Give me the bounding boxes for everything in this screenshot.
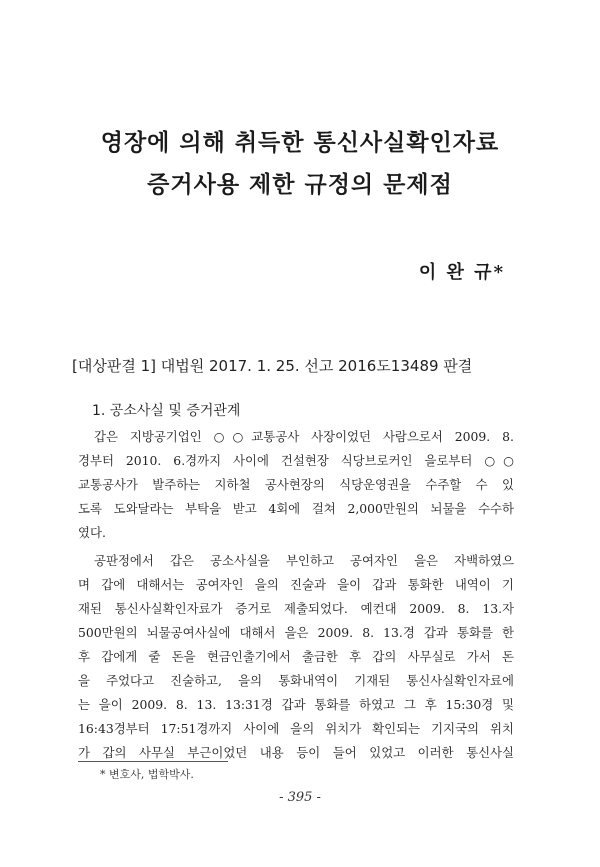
- paragraph-2-line: 16:43경부터 17:51경까지 사이에 을의 위치가 확인되는 기지국의 위치: [78, 721, 514, 736]
- page-number: - 395 -: [279, 790, 321, 805]
- paragraph-2-line: 500만원의 뇌물공여사실에 대해서 을은 2009. 8. 13.경 갑과 통화를 한: [78, 625, 514, 640]
- case-heading: [대상판결 1] 대법원 2017. 1. 25. 선고 2016도13489 판결: [72, 357, 473, 375]
- paragraph-2-line: 는 을이 2009. 8. 13. 13:31경 갑과 통화를 하였고 그 후 15:30경 및: [78, 697, 514, 712]
- paragraph-2-line: 재된 통신사실확인자료가 증거로 제출되었다. 예컨대 2009. 8. 13.자: [78, 601, 514, 616]
- paragraph-1-line: 도록 도와달라는 부탁을 받고 4회에 걸쳐 2,000만원의 뇌물을 수수하: [78, 501, 514, 516]
- paragraph-2-line: 을 주었다고 진술하고, 을의 통화내역이 기재된 통신사실확인자료에: [78, 673, 514, 688]
- paragraph-1-line: 갑은 지방공기업인 ○○교통공사 사장이었던 사람으로서 2009. 8.: [94, 429, 514, 444]
- paragraph-2-line: 가 갑의 사무실 부근이었던 내용 등이 들어 있었고 이러한 통신사실: [78, 745, 514, 760]
- author-footnote: * 변호사, 법학박사.: [100, 768, 194, 781]
- footnote-divider: [78, 761, 228, 762]
- author-name: 이 완 규*: [418, 262, 505, 283]
- paragraph-2-line: 공판정에서 갑은 공소사실을 부인하고 공여자인 을은 자백하였으: [94, 553, 514, 568]
- paragraph-2-line: 후 갑에게 줄 돈을 현금인출기에서 출금한 후 갑의 사무실로 가서 돈: [78, 649, 514, 664]
- section-heading: 1. 공소사실 및 증거관계: [92, 403, 241, 419]
- paragraph-2-line: 며 갑에 대해서는 공여자인 을의 진술과 을이 갑과 통화한 내역이 기: [78, 577, 514, 592]
- paragraph-1-line: 교통공사가 발주하는 지하철 공사현장의 식당운영권을 수주할 수 있: [78, 477, 514, 492]
- paragraph-1-line: 경부터 2010. 6.경까지 사이에 건설현장 식당브로커인 을로부터 ○○: [78, 453, 514, 468]
- paragraph-1-line: 였다.: [78, 525, 106, 540]
- article-title-line-2: 증거사용 제한 규정의 문제점: [147, 171, 453, 198]
- article-title-line-1: 영장에 의해 취득한 통신사실확인자료: [100, 129, 500, 156]
